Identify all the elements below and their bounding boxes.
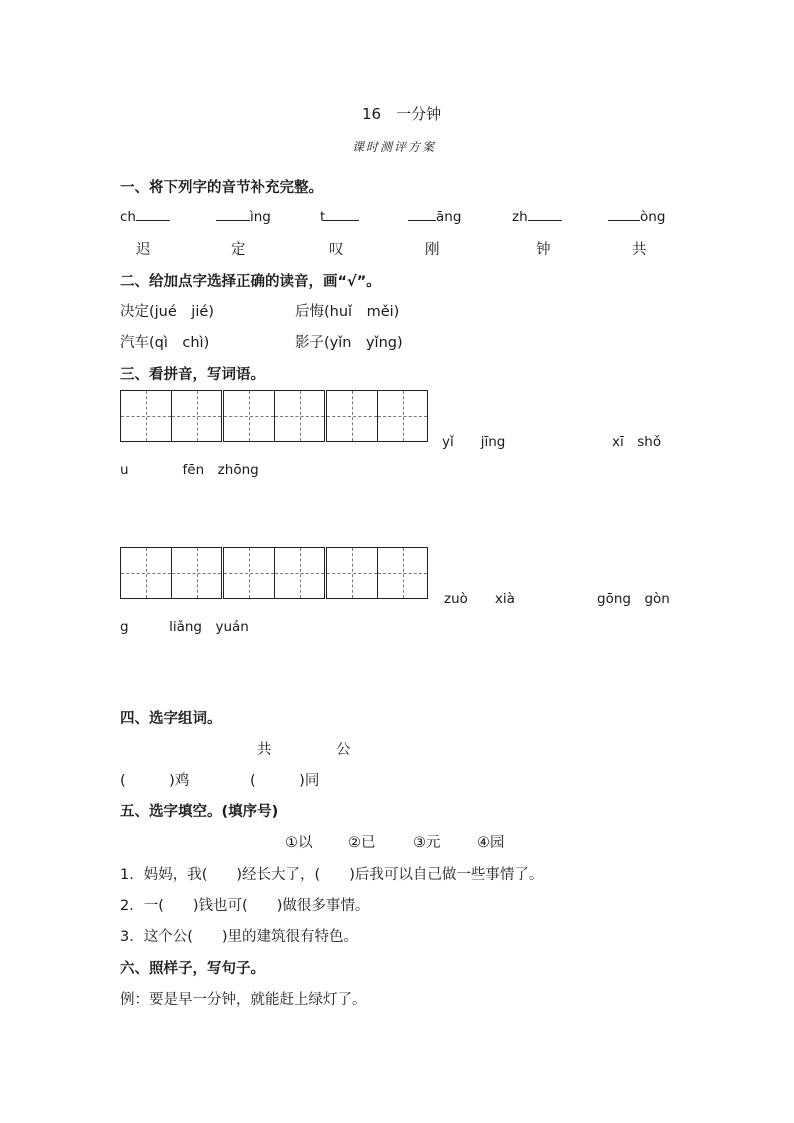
syllable-prefix: ch bbox=[120, 209, 136, 225]
q5-sentence-3[interactable]: 3．这个公( )里的建筑很有特色。 bbox=[120, 929, 359, 945]
q4-item-b[interactable]: ( )同 bbox=[250, 773, 320, 789]
page-subtitle: 课时测评方案 bbox=[352, 140, 437, 154]
q4-heading: 四、选字组词。 bbox=[120, 711, 222, 727]
q3-row1-pinyin-b: xī shǒ bbox=[612, 434, 662, 450]
answer-blank[interactable] bbox=[608, 208, 640, 221]
word-box[interactable] bbox=[120, 390, 222, 442]
q2-item-4[interactable]: 影子(yǐn yǐng) bbox=[295, 335, 403, 351]
page-title: 16 一分钟 bbox=[362, 105, 442, 123]
grid-cell[interactable] bbox=[171, 391, 221, 441]
q1-heading: 一、将下列字的音节补充完整。 bbox=[120, 180, 323, 196]
grid-cell[interactable] bbox=[327, 548, 377, 598]
grid-cell[interactable] bbox=[121, 548, 171, 598]
answer-blank[interactable] bbox=[408, 208, 436, 221]
writing-grid-row-1 bbox=[120, 390, 429, 442]
syllable-prefix: t bbox=[320, 209, 326, 225]
syllable-suffix: òng bbox=[640, 209, 666, 225]
q1-syllable-3 bbox=[320, 208, 359, 225]
word-box[interactable] bbox=[120, 547, 222, 599]
q1-syllable-5 bbox=[512, 208, 562, 225]
q4-item-a[interactable]: ( )鸡 bbox=[120, 773, 190, 789]
grid-cell[interactable] bbox=[224, 391, 274, 441]
q1-syllable-4 bbox=[408, 208, 461, 225]
q5-heading: 五、选字填空。(填序号) bbox=[120, 804, 279, 820]
grid-cell[interactable] bbox=[377, 391, 427, 441]
answer-blank[interactable] bbox=[528, 208, 562, 221]
q5-option-2: ②已 bbox=[348, 835, 376, 851]
word-box[interactable] bbox=[223, 390, 325, 442]
q3-row1-pinyin-a: yǐ jīng bbox=[442, 434, 506, 450]
writing-grid-row-2 bbox=[120, 547, 429, 599]
grid-cell[interactable] bbox=[121, 391, 171, 441]
q4-char-a: 共 bbox=[257, 742, 272, 758]
grid-cell[interactable] bbox=[274, 391, 324, 441]
q3-heading: 三、看拼音，写词语。 bbox=[120, 367, 265, 383]
q1-char-3: 叹 bbox=[329, 242, 344, 258]
answer-blank[interactable] bbox=[325, 208, 359, 221]
q2-item-1[interactable]: 决定(jué jié) bbox=[120, 304, 214, 320]
q5-option-1: ①以 bbox=[285, 835, 313, 851]
word-box[interactable] bbox=[223, 547, 325, 599]
q1-syllable-2 bbox=[216, 208, 271, 225]
grid-cell[interactable] bbox=[274, 548, 324, 598]
answer-blank[interactable] bbox=[136, 208, 170, 221]
q3-row2-pinyin-b: gōng gòn bbox=[597, 591, 670, 607]
word-box[interactable] bbox=[326, 547, 428, 599]
q5-option-3: ③元 bbox=[413, 835, 441, 851]
q5-sentence-1[interactable]: 1．妈妈，我( )经长大了，( )后我可以自己做一些事情了。 bbox=[120, 867, 544, 883]
q2-heading: 二、给加点字选择正确的读音，画“√”。 bbox=[120, 274, 381, 290]
q1-char-5: 钟 bbox=[536, 242, 551, 258]
grid-cell[interactable] bbox=[327, 391, 377, 441]
q1-syllable-1 bbox=[120, 208, 170, 225]
q1-char-1: 迟 bbox=[136, 242, 151, 258]
q5-option-4: ④园 bbox=[477, 835, 505, 851]
grid-cell[interactable] bbox=[377, 548, 427, 598]
word-box[interactable] bbox=[326, 390, 428, 442]
grid-cell[interactable] bbox=[171, 548, 221, 598]
q5-sentence-2[interactable]: 2．一( )钱也可( )做很多事情。 bbox=[120, 898, 370, 914]
q2-item-3[interactable]: 汽车(qì chì) bbox=[120, 335, 210, 351]
q1-char-2: 定 bbox=[231, 242, 246, 258]
q3-row2-pinyin-a: zuò xià bbox=[444, 591, 515, 607]
q3-row1-wrap: u fēn zhōng bbox=[120, 462, 259, 478]
syllable-prefix: zh bbox=[512, 209, 528, 225]
q2-item-2[interactable]: 后悔(huǐ měi) bbox=[295, 304, 400, 320]
q4-char-b: 公 bbox=[336, 742, 351, 758]
syllable-suffix: āng bbox=[436, 209, 462, 225]
q1-char-4: 刚 bbox=[425, 242, 440, 258]
q6-heading: 六、照样子，写句子。 bbox=[120, 961, 265, 977]
grid-cell[interactable] bbox=[224, 548, 274, 598]
q3-row2-wrap: g liǎng yuán bbox=[120, 619, 249, 635]
syllable-suffix: ìng bbox=[250, 209, 271, 225]
answer-blank[interactable] bbox=[216, 208, 250, 221]
q1-syllable-6 bbox=[608, 208, 665, 225]
q6-example: 例：要是早一分钟，就能赶上绿灯了。 bbox=[120, 992, 367, 1008]
q1-char-6: 共 bbox=[632, 242, 647, 258]
